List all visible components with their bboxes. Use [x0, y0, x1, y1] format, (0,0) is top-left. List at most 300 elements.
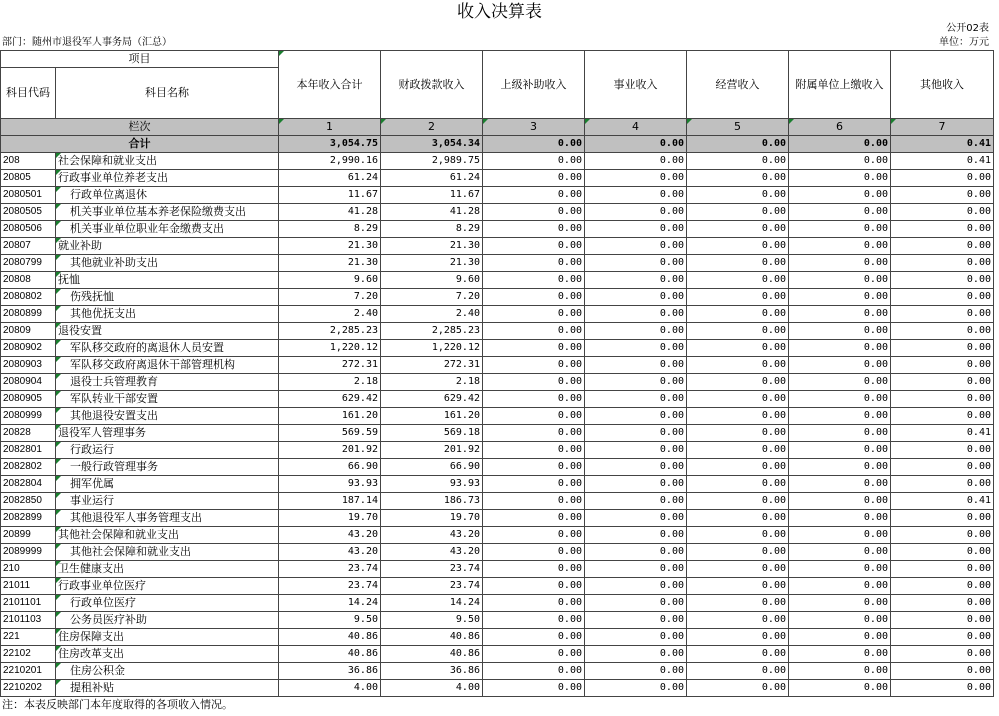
header-col-3: 上级补助收入: [483, 51, 585, 119]
table-row: [1, 221, 994, 238]
row-value: 0.00: [687, 170, 789, 187]
row-value: 0.00: [789, 578, 891, 595]
row-value: 1,220.12: [279, 340, 381, 357]
row-value: 0.00: [687, 153, 789, 170]
row-value: 0.00: [789, 221, 891, 238]
row-value: 272.31: [279, 357, 381, 374]
row-code: 2080902: [1, 340, 56, 357]
table-row: [1, 187, 994, 204]
row-value: 0.00: [585, 612, 687, 629]
row-name: 退役安置: [56, 323, 279, 340]
table-row: [1, 408, 994, 425]
row-value: 0.00: [483, 510, 585, 527]
row-value: 0.00: [891, 646, 994, 663]
row-value: 43.20: [279, 527, 381, 544]
row-value: 0.00: [585, 170, 687, 187]
row-code: 2101101: [1, 595, 56, 612]
row-value: 43.20: [381, 544, 483, 561]
row-value: 41.28: [381, 204, 483, 221]
row-value: 0.00: [789, 306, 891, 323]
row-value: 0.00: [687, 493, 789, 510]
table-row: [1, 272, 994, 289]
row-value: 0.00: [483, 357, 585, 374]
row-value: 161.20: [279, 408, 381, 425]
row-value: 0.41: [891, 153, 994, 170]
row-value: 0.00: [891, 289, 994, 306]
header-name: 科目名称: [56, 68, 279, 119]
row-value: 0.00: [483, 272, 585, 289]
row-code: 2080903: [1, 357, 56, 374]
row-value: 0.00: [789, 187, 891, 204]
col-number: 1: [279, 119, 381, 136]
row-value: 0.00: [789, 629, 891, 646]
row-value: 9.60: [279, 272, 381, 289]
row-name: 抚恤: [56, 272, 279, 289]
row-value: 0.00: [585, 425, 687, 442]
row-value: 0.00: [483, 221, 585, 238]
row-name: 事业运行: [56, 493, 279, 510]
row-value: 0.00: [483, 153, 585, 170]
row-value: 0.00: [585, 374, 687, 391]
row-value: 0.00: [483, 578, 585, 595]
row-code: 208: [1, 153, 56, 170]
row-value: 0.00: [687, 629, 789, 646]
row-code: 2089999: [1, 544, 56, 561]
row-name: 拥军优属: [56, 476, 279, 493]
row-value: 0.00: [687, 289, 789, 306]
row-value: 0.00: [789, 238, 891, 255]
row-value: 0.00: [483, 306, 585, 323]
row-value: 2.18: [279, 374, 381, 391]
row-value: 0.00: [687, 527, 789, 544]
row-value: 0.00: [585, 442, 687, 459]
row-value: 0.00: [585, 527, 687, 544]
row-value: 0.00: [585, 578, 687, 595]
row-name: 机关事业单位基本养老保险缴费支出: [56, 204, 279, 221]
row-value: 0.00: [483, 170, 585, 187]
header-col-2: 财政拨款收入: [381, 51, 483, 119]
row-value: 0.00: [687, 442, 789, 459]
table-row: [1, 629, 994, 646]
row-value: 0.00: [585, 595, 687, 612]
row-name: 卫生健康支出: [56, 561, 279, 578]
lanci-label: 栏次: [1, 119, 279, 136]
row-value: 0.00: [891, 187, 994, 204]
row-value: 23.74: [381, 578, 483, 595]
row-name: 公务员医疗补助: [56, 612, 279, 629]
row-value: 0.00: [687, 221, 789, 238]
row-code: 2082802: [1, 459, 56, 476]
row-value: 14.24: [381, 595, 483, 612]
row-code: 2080904: [1, 374, 56, 391]
row-value: 0.00: [891, 357, 994, 374]
row-name: 军队移交政府离退休干部管理机构: [56, 357, 279, 374]
col-number: 3: [483, 119, 585, 136]
row-value: 2,285.23: [381, 323, 483, 340]
table-row: [1, 153, 994, 170]
row-name: 其他退役安置支出: [56, 408, 279, 425]
row-value: 0.00: [789, 391, 891, 408]
row-value: 0.00: [585, 408, 687, 425]
row-value: 0.00: [585, 187, 687, 204]
row-value: 66.90: [279, 459, 381, 476]
row-name: 其他社会保障和就业支出: [56, 544, 279, 561]
row-code: 20899: [1, 527, 56, 544]
row-value: 0.00: [585, 340, 687, 357]
row-value: 0.00: [483, 323, 585, 340]
row-value: 0.00: [483, 374, 585, 391]
total-value: 0.00: [789, 136, 891, 153]
row-value: 21.30: [279, 255, 381, 272]
row-value: 41.28: [279, 204, 381, 221]
row-value: 2.18: [381, 374, 483, 391]
row-value: 0.00: [687, 459, 789, 476]
header-col-1: 本年收入合计: [279, 51, 381, 119]
header-col-6: 附属单位上缴收入: [789, 51, 891, 119]
row-value: 36.86: [279, 663, 381, 680]
row-value: 186.73: [381, 493, 483, 510]
table-row: [1, 476, 994, 493]
row-value: 0.00: [789, 612, 891, 629]
row-value: 0.00: [687, 323, 789, 340]
col-number: 7: [891, 119, 994, 136]
row-name: 住房保障支出: [56, 629, 279, 646]
row-value: 629.42: [279, 391, 381, 408]
row-value: 21.30: [279, 238, 381, 255]
row-code: 20809: [1, 323, 56, 340]
row-value: 40.86: [279, 646, 381, 663]
row-value: 61.24: [381, 170, 483, 187]
row-name: 军队移交政府的离退休人员安置: [56, 340, 279, 357]
row-name: 行政单位离退休: [56, 187, 279, 204]
row-value: 2.40: [279, 306, 381, 323]
table-row: [1, 510, 994, 527]
row-name: 其他就业补助支出: [56, 255, 279, 272]
row-value: 0.00: [891, 680, 994, 697]
total-value: 0.41: [891, 136, 994, 153]
row-value: 0.00: [483, 425, 585, 442]
row-value: 0.00: [687, 544, 789, 561]
row-value: 0.00: [687, 374, 789, 391]
row-code: 2080501: [1, 187, 56, 204]
row-value: 0.00: [687, 187, 789, 204]
row-value: 0.00: [585, 459, 687, 476]
row-code: 2080905: [1, 391, 56, 408]
row-value: 569.18: [381, 425, 483, 442]
row-value: 0.00: [789, 459, 891, 476]
row-name: 提租补贴: [56, 680, 279, 697]
col-number: 2: [381, 119, 483, 136]
row-value: 0.00: [789, 663, 891, 680]
row-value: 0.00: [483, 255, 585, 272]
row-value: 0.00: [585, 493, 687, 510]
row-value: 0.00: [585, 238, 687, 255]
row-code: 21011: [1, 578, 56, 595]
row-value: 0.00: [687, 238, 789, 255]
total-value: 3,054.34: [381, 136, 483, 153]
row-value: 0.00: [891, 255, 994, 272]
row-value: 0.00: [789, 476, 891, 493]
row-value: 4.00: [279, 680, 381, 697]
row-value: 0.00: [891, 408, 994, 425]
row-value: 0.00: [891, 476, 994, 493]
row-value: 36.86: [381, 663, 483, 680]
table-row: [1, 544, 994, 561]
row-value: 0.00: [789, 425, 891, 442]
row-code: 2210202: [1, 680, 56, 697]
row-value: 0.00: [483, 340, 585, 357]
row-value: 0.00: [585, 663, 687, 680]
row-name: 行政事业单位医疗: [56, 578, 279, 595]
row-value: 40.86: [279, 629, 381, 646]
row-value: 0.00: [687, 425, 789, 442]
row-value: 0.00: [789, 374, 891, 391]
header-col-7: 其他收入: [891, 51, 994, 119]
row-value: 0.00: [891, 238, 994, 255]
row-code: 20807: [1, 238, 56, 255]
row-name: 伤残抚恤: [56, 289, 279, 306]
row-code: 2080899: [1, 306, 56, 323]
row-value: 9.60: [381, 272, 483, 289]
row-name: 就业补助: [56, 238, 279, 255]
row-value: 0.00: [789, 170, 891, 187]
income-table: [0, 50, 994, 697]
total-value: 0.00: [585, 136, 687, 153]
row-value: 8.29: [381, 221, 483, 238]
row-value: 0.00: [789, 544, 891, 561]
row-value: 0.00: [483, 629, 585, 646]
row-value: 0.00: [585, 289, 687, 306]
col-number: 6: [789, 119, 891, 136]
table-row: [1, 323, 994, 340]
row-value: 0.00: [891, 272, 994, 289]
row-value: 629.42: [381, 391, 483, 408]
row-value: 0.00: [585, 204, 687, 221]
department-label: 部门：随州市退役军人事务局（汇总）: [2, 37, 172, 48]
table-row: [1, 170, 994, 187]
row-value: 0.00: [585, 646, 687, 663]
row-name: 一般行政管理事务: [56, 459, 279, 476]
row-value: 0.00: [585, 476, 687, 493]
row-value: 0.00: [483, 663, 585, 680]
row-value: 9.50: [381, 612, 483, 629]
row-value: 0.00: [687, 204, 789, 221]
row-name: 住房公积金: [56, 663, 279, 680]
row-value: 66.90: [381, 459, 483, 476]
row-value: 0.00: [483, 238, 585, 255]
total-value: 3,054.75: [279, 136, 381, 153]
footnote: 注：本表反映部门本年度取得的各项收入情况。: [2, 698, 233, 711]
table-row: [1, 578, 994, 595]
row-name: 退役军人管理事务: [56, 425, 279, 442]
row-code: 2082801: [1, 442, 56, 459]
row-code: 2080802: [1, 289, 56, 306]
row-value: 0.00: [891, 527, 994, 544]
row-value: 0.00: [789, 153, 891, 170]
row-value: 0.00: [687, 663, 789, 680]
row-value: 40.86: [381, 646, 483, 663]
row-value: 0.00: [687, 255, 789, 272]
row-value: 0.00: [687, 646, 789, 663]
row-value: 0.00: [483, 187, 585, 204]
row-value: 0.00: [891, 561, 994, 578]
row-value: 0.00: [789, 323, 891, 340]
row-value: 0.00: [483, 561, 585, 578]
row-value: 0.00: [891, 578, 994, 595]
table-row: [1, 238, 994, 255]
row-value: 0.00: [483, 680, 585, 697]
row-value: 0.00: [585, 306, 687, 323]
row-value: 0.00: [789, 680, 891, 697]
table-row: [1, 255, 994, 272]
table-row: [1, 459, 994, 476]
table-row: [1, 442, 994, 459]
row-name: 机关事业单位职业年金缴费支出: [56, 221, 279, 238]
row-value: 7.20: [279, 289, 381, 306]
row-value: 0.00: [789, 442, 891, 459]
table-row: [1, 204, 994, 221]
row-code: 2080506: [1, 221, 56, 238]
row-code: 2082850: [1, 493, 56, 510]
row-value: 43.20: [279, 544, 381, 561]
row-value: 0.00: [585, 510, 687, 527]
row-code: 20805: [1, 170, 56, 187]
row-value: 0.00: [789, 561, 891, 578]
header-code: 科目代码: [1, 68, 56, 119]
row-value: 0.00: [483, 493, 585, 510]
row-value: 0.00: [483, 289, 585, 306]
row-name: 其他退役军人事务管理支出: [56, 510, 279, 527]
row-name: 军队转业干部安置: [56, 391, 279, 408]
header-col-5: 经营收入: [687, 51, 789, 119]
row-value: 0.00: [891, 663, 994, 680]
row-value: 0.00: [789, 595, 891, 612]
row-value: 0.00: [891, 340, 994, 357]
row-value: 2,285.23: [279, 323, 381, 340]
row-value: 0.00: [687, 561, 789, 578]
table-row: [1, 612, 994, 629]
row-name: 社会保障和就业支出: [56, 153, 279, 170]
row-value: 43.20: [381, 527, 483, 544]
row-value: 0.00: [687, 357, 789, 374]
row-value: 0.00: [789, 340, 891, 357]
table-row: [1, 493, 994, 510]
row-value: 0.00: [585, 544, 687, 561]
table-row: [1, 527, 994, 544]
row-name: 行政事业单位养老支出: [56, 170, 279, 187]
row-value: 0.00: [585, 391, 687, 408]
row-value: 2.40: [381, 306, 483, 323]
row-name: 行政单位医疗: [56, 595, 279, 612]
table-row: [1, 340, 994, 357]
row-value: 0.00: [687, 306, 789, 323]
unit-label: 单位：万元: [939, 37, 989, 48]
row-value: 201.92: [381, 442, 483, 459]
row-value: 0.00: [687, 391, 789, 408]
row-value: 0.00: [789, 255, 891, 272]
row-value: 0.00: [483, 476, 585, 493]
row-value: 0.00: [585, 153, 687, 170]
header-project: 项目: [1, 51, 279, 68]
row-value: 14.24: [279, 595, 381, 612]
table-row: [1, 357, 994, 374]
row-name: 退役士兵管理教育: [56, 374, 279, 391]
table-row: [1, 561, 994, 578]
row-value: 93.93: [279, 476, 381, 493]
row-name: 住房改革支出: [56, 646, 279, 663]
row-value: 23.74: [279, 578, 381, 595]
row-value: 0.00: [687, 476, 789, 493]
row-code: 2080799: [1, 255, 56, 272]
row-value: 19.70: [381, 510, 483, 527]
row-value: 0.00: [483, 408, 585, 425]
row-value: 0.00: [891, 442, 994, 459]
row-value: 0.00: [483, 391, 585, 408]
row-value: 0.00: [483, 459, 585, 476]
row-value: 161.20: [381, 408, 483, 425]
row-value: 0.00: [891, 306, 994, 323]
row-value: 0.00: [891, 459, 994, 476]
row-value: 0.41: [891, 425, 994, 442]
row-value: 0.00: [891, 391, 994, 408]
table-row: [1, 663, 994, 680]
row-value: 0.00: [891, 544, 994, 561]
row-name: 其他社会保障和就业支出: [56, 527, 279, 544]
row-value: 8.29: [279, 221, 381, 238]
row-value: 93.93: [381, 476, 483, 493]
row-value: 0.00: [891, 221, 994, 238]
total-value: 0.00: [483, 136, 585, 153]
row-value: 0.00: [483, 442, 585, 459]
row-value: 11.67: [279, 187, 381, 204]
table-row: [1, 680, 994, 697]
row-value: 187.14: [279, 493, 381, 510]
row-value: 9.50: [279, 612, 381, 629]
row-value: 0.00: [687, 510, 789, 527]
row-code: 2082899: [1, 510, 56, 527]
row-code: 2210201: [1, 663, 56, 680]
row-value: 0.00: [687, 595, 789, 612]
table-row: [1, 595, 994, 612]
row-code: 2080505: [1, 204, 56, 221]
row-value: 0.00: [483, 612, 585, 629]
row-value: 0.00: [789, 289, 891, 306]
row-value: 0.00: [585, 323, 687, 340]
row-value: 0.00: [585, 357, 687, 374]
row-value: 61.24: [279, 170, 381, 187]
row-value: 2,990.16: [279, 153, 381, 170]
row-value: 0.00: [483, 646, 585, 663]
table-row: [1, 306, 994, 323]
row-code: 2101103: [1, 612, 56, 629]
total-label: 合计: [1, 136, 279, 153]
row-code: 20808: [1, 272, 56, 289]
row-value: 0.00: [891, 323, 994, 340]
row-value: 0.00: [891, 170, 994, 187]
total-row: [1, 136, 994, 153]
row-value: 0.00: [891, 204, 994, 221]
row-value: 7.20: [381, 289, 483, 306]
row-value: 0.00: [789, 357, 891, 374]
header-col-4: 事业收入: [585, 51, 687, 119]
row-value: 0.00: [891, 510, 994, 527]
row-name: 其他优抚支出: [56, 306, 279, 323]
row-value: 0.00: [687, 680, 789, 697]
row-value: 23.74: [279, 561, 381, 578]
row-value: 0.00: [789, 510, 891, 527]
col-number: 4: [585, 119, 687, 136]
row-value: 0.00: [483, 595, 585, 612]
